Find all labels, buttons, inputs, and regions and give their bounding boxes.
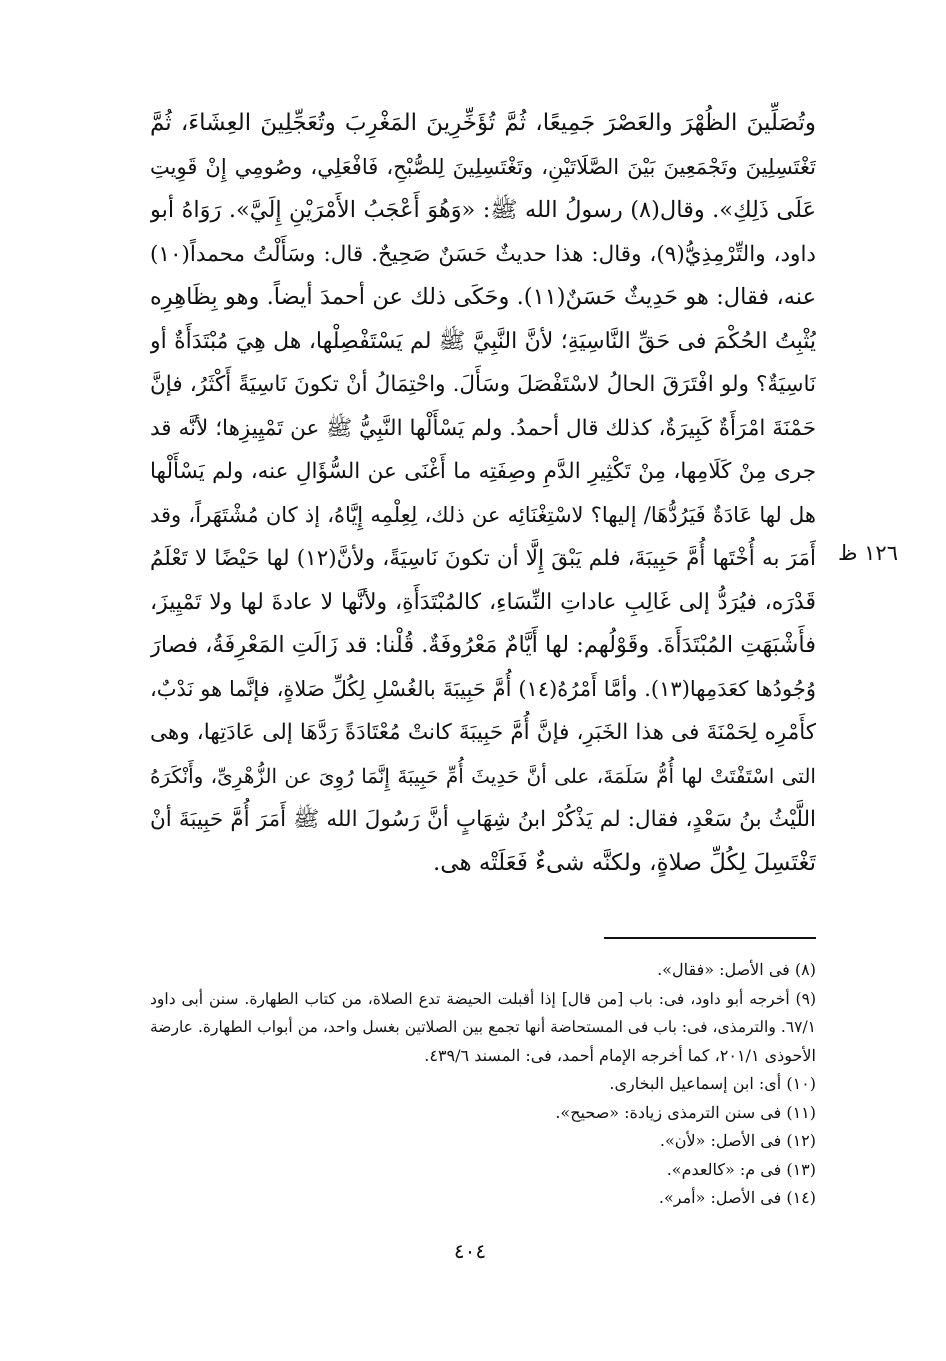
footnote: (١٢) فى الأصل: «لأن».	[659, 1131, 816, 1150]
footnote: (٩) أخرجه أبو داود، فى: باب [من قال] إذا أقبلت الحيضة تدع الصلاة، من كتاب الطهارة. سنن أبى داود	[150, 989, 816, 1008]
footnote: ٦٧/١. والترمذى، فى: باب فى المستحاضة أنها تجمع بين الصلاتين بغسل واحد، من أبواب الطهارة. عارضة	[150, 1018, 816, 1036]
text-line: هل لها عَادَةٌ فَيَرُدُّهَا/ إليها؟ لاسْتِغْنَائِه عن ذلك، لِعِلْمِه إِيَّاهُ، إذ كان مُشْتَهَراً، وقد	[150, 502, 816, 527]
footnote: (٨) فى الأصل: «فقال».	[657, 960, 816, 979]
text-line: وتُصَلِّينَ الظُهْرَ والعَصْرَ جَمِيعًا، ثُمَّ تُؤَخِّرِينَ المَغْرِبَ وتُعَجِّلِينَ العِشَاءَ، ثُمَّ	[150, 110, 816, 136]
text-line: عنه، فقال: هو حَدِيثٌ حَسَنٌ(١١). وحَكَى ذلك عن أحمدَ أيضاً. وهو بِظَاهِرِه	[150, 284, 816, 310]
text-line: نَاسِيَةٌ؟ ولو افْتَرَقَ الحالُ لاسْتَفْصَلَ وسَأَلَ. واحْتِمَالُ أنْ تكونَ نَاسِيَةً أَكْثَرُ، فإنَّ	[150, 372, 816, 397]
text-line: وُجُودُها كعَدَمِها(١٣). وأمَّا أَمْرُهُ(١٤) أُمَّ حَبِيبَةَ بالغُسْلِ لِكُلِّ صَلاةٍ، فإنَّما هو نَدْبٌ،	[150, 676, 816, 701]
footnote: الأحوذى ٢٠١/١، كما أخرجه الإمام أحمد، فى: المسند ٤٣٩/٦.	[424, 1045, 816, 1065]
text-line: فأَشْبَهَتِ المُبْتَدَأَةَ. وقَوْلُهم: لها أَيَّامٌ مَعْرُوفَةٌ. قُلْنا: قد زَالَتِ المَعْرِفَةُ، فصارَ	[150, 632, 816, 658]
text-line: جرى مِنْ كَلَامِها، مِنْ تَكْثِيرِ الدَّمِ وصِفَتِه ما أَغْنَى عن السُّؤَالِ عنه، ولم يَسْأَلْها	[150, 459, 816, 484]
footnotes	[150, 956, 816, 1213]
footnote: (١٠) أى: ابن إسماعيل البخارى.	[609, 1074, 816, 1093]
text-line: قَدْرَه، فيُرَدُّ إلى غَالِبِ عاداتِ النِّسَاءِ، كالمُبْتَدَأَةِ، ولأنَّها لا عادةَ لها ولا تَمْيِيزَ،	[150, 589, 816, 615]
footnote-separator	[604, 937, 816, 939]
main-text	[150, 102, 816, 885]
footnote: (١٤) فى الأصل: «أمر».	[658, 1188, 816, 1207]
text-line: حَمْنَةَ امْرَأَةٌ كَبِيرَةٌ، كذلك قال أحمدُ. ولم يَسْأَلْها النَّبِيُّ ﷺ عن تَمْيِيزِها؛ لأنَّه قد	[150, 415, 816, 441]
text-line: داود، والتِّرْمِذِيُّ(٩)، وقال: هذا حديثٌ حَسَنٌ صَحِيحٌ. قال: وسَأَلْتُ محمداً(١٠)	[150, 241, 816, 267]
text-line: تَغْتَسِلَ لِكُلِّ صلاةٍ، ولكنَّه شىءٌ فَعَلَتْه هى.	[432, 849, 816, 876]
footnote: (١٣) فى م: «كالعدم».	[666, 1159, 816, 1179]
text-line: اللَّيْثُ بنُ سَعْدٍ، فقال: لم يَذْكُرْ ابنُ شِهَابٍ أنَّ رَسُولَ الله ﷺ أَمَرَ أُمَّ حَبِيبَةَ أنْ	[150, 807, 816, 832]
text-line: عَلَى ذَلِكِ». وقال(٨) رسولُ الله ﷺ: «وَهُوَ أَعْجَبُ الأَمْرَيْنِ إِلَيَّ». رَوَاهُ أبو	[150, 197, 816, 223]
text-line: تَغْتَسِلِينَ وتَجْمَعِينَ بَيْنَ الصَّلَاتَيْنِ، وتَغْتَسِلِينَ لِلصُّبْحِ، فَافْعَلِي، وصُومِي إِنْ قَوِيتِ	[150, 154, 816, 179]
footnote: (١١) فى سنن الترمذى زيادة: «صحيح».	[555, 1102, 816, 1122]
text-line: أَمَرَ به أُخْتَها أُمَّ حَبِيبَةَ، فلم يَبْقَ إِلَّا أن تكونَ نَاسِيَةً، ولأنَّ(١٢) لها حَيْضًا لا تَعْلَمُ	[150, 546, 816, 571]
text-line: كأَمْرِه لِحَمْنَةَ فى هذا الخَبَرِ، فإنَّ أُمَّ حَبِيبَةَ كانتْ مُعْتَادَةً رَدَّهَا إلى عَادَتِها، وهى	[150, 720, 816, 745]
text-line: يُثْبِتُ الحُكْمَ فى حَقِّ النَّاسِيَةِ؛ لأنَّ النَّبِيَّ ﷺ لم يَسْتَفْصِلْها، هل هِيَ مُبْتَدَأَةٌ أو	[150, 328, 816, 354]
text-line: التى اسْتَفْتَتْ لها أُمُّ سَلَمَةَ، على أنَّ حَدِيثَ أُمِّ حَبِيبَةَ إِنَّمَا رُوِىَ عن الزُّهْرِىِّ، وأَنْكَرَهُ	[150, 763, 816, 788]
page-number: ٤٠٤	[453, 1239, 487, 1263]
manuscript-folio-marker: ١٢٦ ظ	[838, 541, 898, 565]
